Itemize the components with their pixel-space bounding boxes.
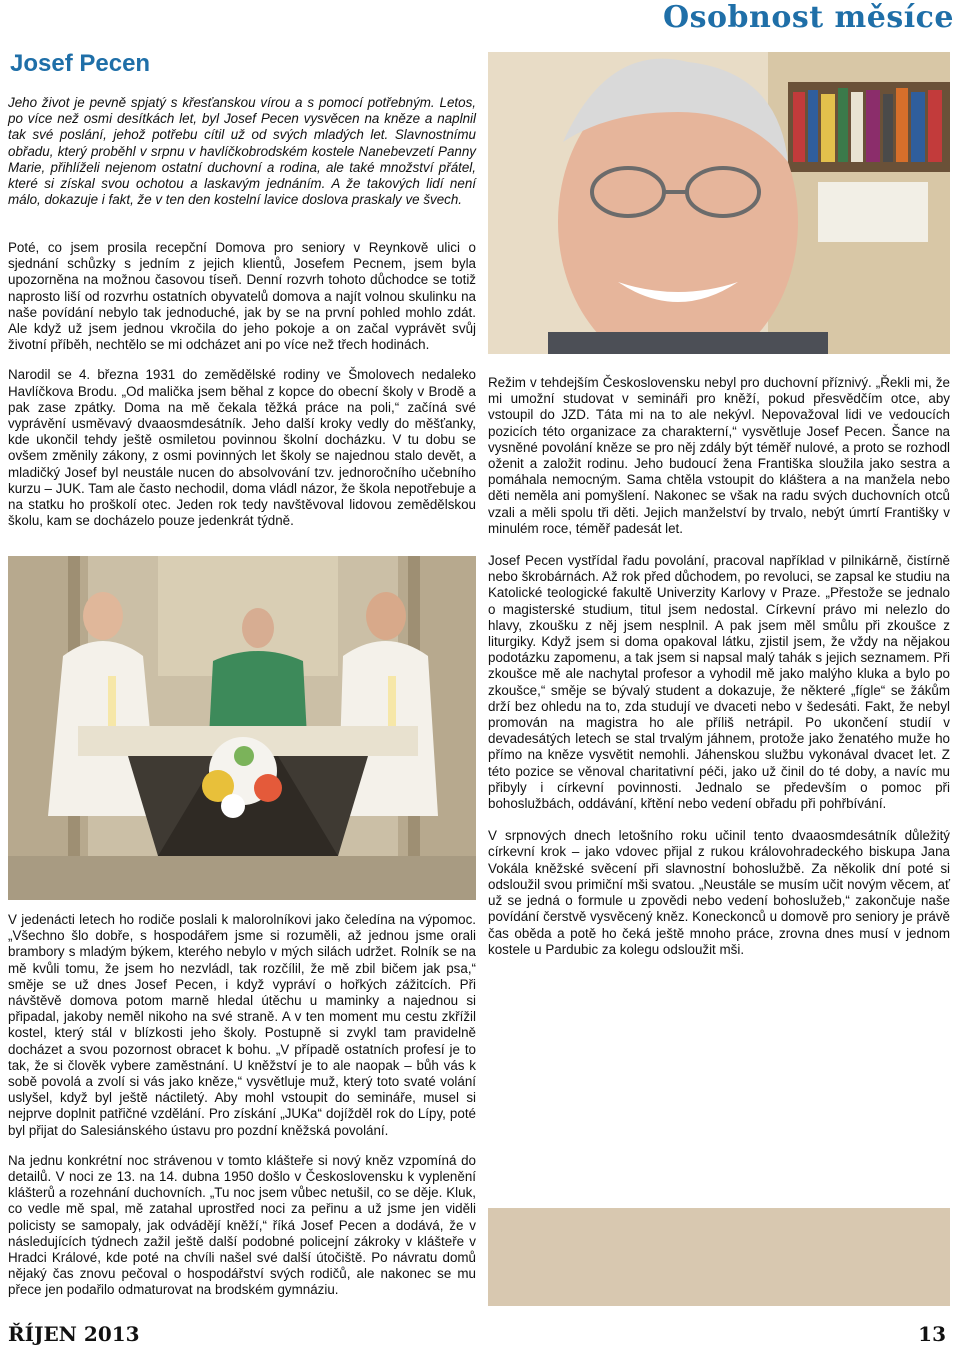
footer-issue-month: ŘÍJEN 2013 xyxy=(8,1322,140,1346)
article-intro xyxy=(8,95,476,208)
article-title: Josef Pecen xyxy=(10,50,151,77)
left-column-top xyxy=(8,240,476,529)
section-title: Osobnost měsíce xyxy=(663,0,954,35)
paragraph-7: V srpnových dnech letošního roku učinil tento dvaaosmdesátník důležitý církevní krok – jako vdovec přijal z rukou královohradeckého biskupa Jana Vokála kněžské svěcení při slavnostní bohoslužbě. Za několik dní poté si odsloužil svou primiční mši svatou. „Neustále se musím učit novým věcem, ať už se jedná o formule u zpovědi nebo vedení bohoslužeb,“ zakončuje naše povídání čerstvě vysvěcený kněz. Koneckonců u domově pro seniory je právě čas oběda a potě ho čeká ještě mnoho práce, zrovna dnes musí v jednom kostele u Pardubic za kolegu odsloužit mši. xyxy=(488,828,950,957)
church-ordination-photo xyxy=(8,556,476,900)
right-column xyxy=(488,375,950,958)
room-visit-photo xyxy=(488,1208,950,1306)
left-column-bottom xyxy=(8,912,476,1299)
intro-paragraph: Jeho život je pevně spjatý s křesťanskou vírou a s pomocí potřebným. Letos, po více než osmi desítkách let, byl Josef Pecen vysvěcen na kněze a naplnil tak své poslání, jehož potřebu cítil už od svých mladých let. Slavnostnímu obřadu, který proběhl v srpnu v havlíčkobrodském kostele Nanebevzetí Panny Marie, přihlíželi nejenom ostatní duchovní a rodina, ale také množství přátel, které si získal svou ochotou a laskavým jednáním. A že takových lidí není málo, dokazuje i fakt, že v ten den kostelní lavice doslova praskaly ve švech. xyxy=(8,95,476,208)
footer-page-number: 13 xyxy=(918,1322,946,1346)
paragraph-4: Na jednu konkrétní noc strávenou v tomto klášteře si nový kněz vzpomíná do detailů. V noci ze 13. na 14. dubna 1950 došlo v Československu k vyplenění klášterů a rozehnání duchovních. „Tu noc jsem vůbec netušil, co se děje. Kluk, co vedle mě spal, mě zatahal uprostřed noci za peřinu a už jsme jen viděli policisty se samopaly, jak odvádějí kněží,“ říká Josef Pecen a dodává, že v následujících týdnech zažil ještě další podobné policejní zákroky v klášteře v Hradci Králové, kde poté na chvíli našel své další útočiště. Po návratu domů nějaký čas znovu pečoval o hospodářství svých rodičů, ale nakonec se mu přece jen podařilo odmaturovat na brodském gymnáziu. xyxy=(8,1152,476,1298)
portrait-photo xyxy=(488,52,950,354)
paragraph-2: Narodil se 4. března 1931 do zemědělské rodiny ve Šmolovech nedaleko Havlíčkova Brodu. „Od malička jsem běhal z kopce do obecní školy v Brodě a pak zase zpátky. Doma na mě čekala těžká práce na poli,“ začíná své vyprávění usměvavý dvaaosmdesátník. Jeho další kroky vedly do měšťanky, kde ukončil tehdy ještě osmiletou povinnou školní docházku. V tu dobu se ovšem změnily zákony, z osmi povinných let školy se najednou stalo devět, a mladičký Josef byl neustále nucen do absolvování tzv. jednoročního učebního kurzu – JUK. Tam ale často nechodil, doma vládl názor, že škola nepotřebuje a na statku ho proškolí otec. Jeden rok tedy navštěvoval lidovou zemědělskou školu, kam se docházelo pouze jedenkrát týdně. xyxy=(8,367,476,529)
paragraph-1: Poté, co jsem prosila recepční Domova pro seniory v Reynkově ulici o sjednání schůzky s jedním z jejich klientů, Josefem Pecnem, jsem byla upozorněna na možnou časovou tíseň. Denní rozvrh tohoto důchodce se totiž naprosto liší od rozvrhu ostatních obyvatelů domova a najít volnou skulinku na naše povídání nebylo tak jednoduché, jak by se na první pohled mohlo zdát. Ale když už jsem jednou vkročila do jeho pokoje a on začal vyprávět svůj životní příběh, nechtělo se mi odcházet ani po více než třech hodinách. xyxy=(8,240,476,353)
paragraph-5: Režim v tehdejším Československu nebyl pro duchovní příznivý. „Řekli mi, že mi umožní studovat v semináři pro kněží, pokud přesvědčím otce, aby vstoupil do JZD. Táta mi na to ale nekývl. Nepovažoval lidi ve vedoucích pozicích této organizace za charakterní,“ vysvětluje Josef Pecen. Šance na vysněné povolání kněze se pro něj zdály být téměř nulové, a proto se rozhodl oženit a založit rodinu. Jeho budoucí žena Františka sloužila jako sestra a pomáhala nemocným. Sama chtěla vstoupit do kláštera a na manžela nebo děti neměla ani pomyšlení. Nakonec se však na radu svých duchovních otců vzali a měli spolu tři děti. Jejich manželství by trvalo, nebýt úmrtí Františky v minulém roce, téměř padesát let. xyxy=(488,375,950,536)
paragraph-3: V jedenácti letech ho rodiče poslali k malorolníkovi jako čeledína na výpomoc. „Všechno šlo dobře, s hospodářem jsme si rozuměli, až jednou jsme orali brambory s mladým býkem, kterého nebylo v mých silách udržet. Rolník se na mě kvůli tomu, že jsem ho nezvládl, tak rozčílil, že mě zbil bičem jak psa,“ směje se už dnes Josef Pecen, i když vypráví o hořkých zážitcích. Při návštěvě domova potom marně hledal útěchu u maminky a najednou si připadal, jakoby nemĕl nikoho na své straně. A v ten moment mu cestu zkřížil kostel, který stál v blízkosti jeho školy. Postupně si zvykl tam pravidelně docházet a svou pozornost obracet k bohu. „V případě ostatních profesí je to tak, že si člověk vybere zaměstnání. U kněžství je to ale naopak – bůh vás k sobě povolá a zvolí si vás jako kněze,“ vysvětluje muž, který toto svaté volání uslyšel, když byl ještě náctiletý. Aby mohl vstoupit do semináře, musel si nejprve doplnit patřičné vzdělání. Pro získání „JUKa“ dojížděl rok do Lípy, poté byl přijat do Salesiánského ústavu pro pozdní kněžská povolání. xyxy=(8,912,476,1138)
paragraph-6: Josef Pecen vystřídal řadu povolání, pracoval například v pilnikárně, čistírně nebo škrobárnách. Až rok před důchodem, po revoluci, se zapsal ke studiu na Katolické teologické fakultě Univerzity Karlovy v Praze. „Přestože se jednalo o magisterské studium, titul jsem nedostal. Církevní právo mi nelezlo do hlavy, zkoušku z něj jsem nesplnil. A pak jsem měl smůlu při zkoušce z liturgiky. Když jsem si doma opakoval látku, zjistil jsem, že vždy na nějakou podotázku zapomenu, a tak jsem si napsal malý tahák s jejich seznamem. Při zkoušce mě ale nachytal profesor a vyhodil mě jako malýho kluka a bylo po zkoušce,“ směje se bývalý student a dokazuje, že některé „fígle“ se žákům drží bez ohledu na to, zda studují ve dvaceti nebo v šedesáti. Fakt, že nebyl promován na magistra ho ale příliš netrápil. Po ukončení studií v devadesátých letech se stal trvalým jáhnem, protože jako ženatého muže ho přímo na kněze vysvětit nemohli. Jáhenskou službu vykonával dvacet let. Z této pozice se věnoval charitativní péči, jako už činil do té doby, a navíc mu přibyly i církevní povinnosti. Jednalo se především o pomoc při bohoslužbách, oddávání, křtění nebo vedení obřadu při pohřbívání. xyxy=(488,553,950,812)
